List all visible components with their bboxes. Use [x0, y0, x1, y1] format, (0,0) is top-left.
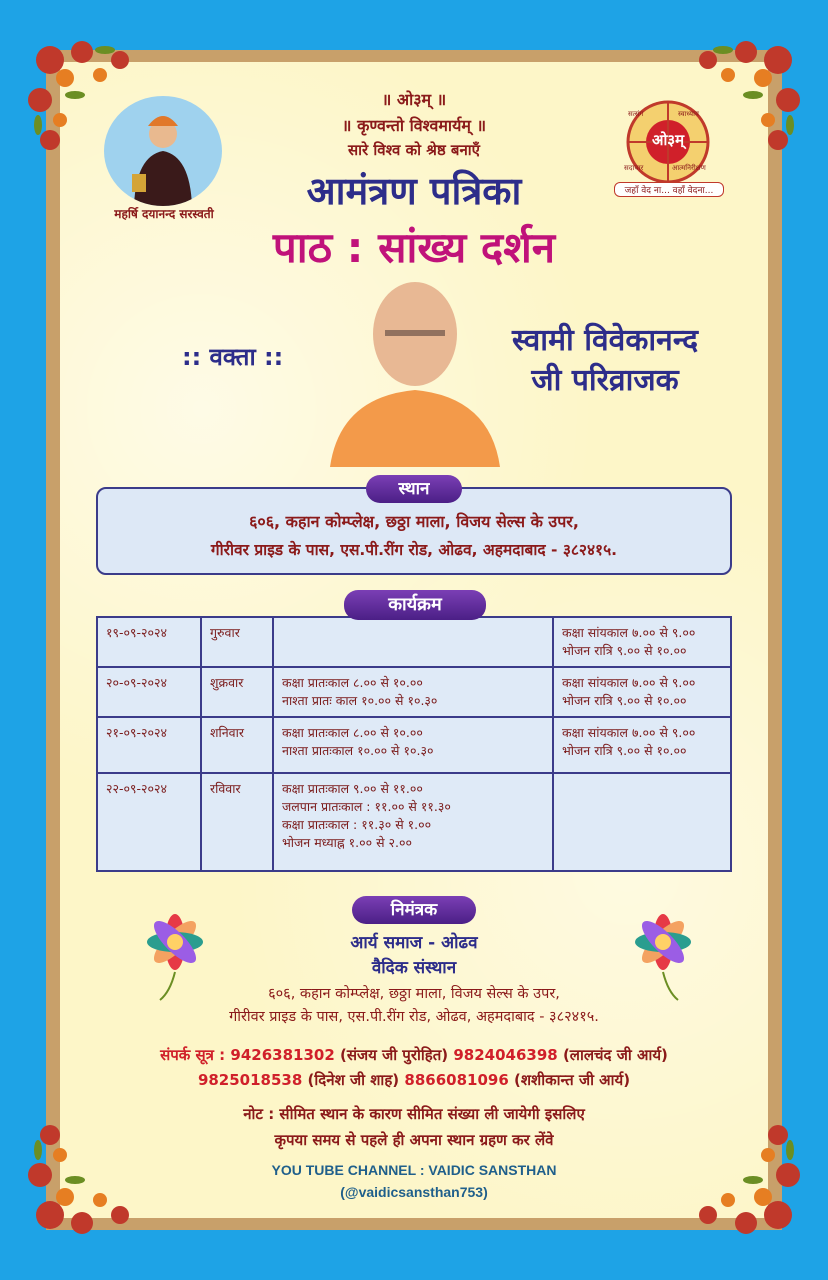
schedule-evening-line: कक्षा सांयकाल ७.०० से ९.०० — [562, 625, 696, 640]
schedule-date: १९-०९-२०२४ — [97, 617, 201, 667]
schedule-morning — [273, 717, 553, 773]
schedule-morning-line: कक्षा प्रातःकाल ८.०० से १०.०० — [282, 675, 423, 690]
speaker-label: :: वक्ता :: — [182, 343, 284, 371]
schedule-morning-line: कक्षा प्रातःकाल ९.०० से ११.०० — [282, 781, 423, 796]
logo-om-text: ओ३म् — [651, 131, 685, 149]
schedule-day: शुक्रवार — [201, 667, 273, 717]
logo-ring-top-right: स्वाध्याय — [678, 110, 699, 118]
contact-name: (दिनेश जी शाह) — [307, 1071, 400, 1089]
schedule-day: रविवार — [201, 773, 273, 871]
page-title: आमंत्रण पत्रिका — [306, 169, 522, 213]
schedule-evening-line: कक्षा सांयकाल ७.०० से ९.०० — [562, 725, 696, 740]
logo-ring-bottom-left: सदाचार — [624, 164, 644, 172]
logo-ring-top-left: सत्संग — [628, 110, 644, 118]
motto-hindi: सारे विश्व को श्रेष्ठ बनाएँ — [348, 141, 480, 159]
host-addr1: ६०६, कहान कोम्प्लेक्ष, छठ्ठा माला, विजय सेल्स के उपर, — [268, 986, 560, 1002]
contact-name: (संजय जी पुरोहित) — [340, 1046, 449, 1064]
motto: ॥ कृण्वन्तो विश्वमार्यम् ॥ — [341, 116, 487, 135]
contact-phone[interactable]: 8866081096 — [404, 1071, 509, 1089]
schedule-day: शनिवार — [201, 717, 273, 773]
schedule-morning-line: नाश्ता प्रातः काल १०.०० से १०.३० — [282, 693, 438, 708]
table-row — [97, 717, 731, 773]
schedule-evening — [553, 717, 731, 773]
schedule-morning-line: कक्षा प्रातःकाल ८.०० से १०.०० — [282, 725, 423, 740]
contact-phone[interactable]: 9824046398 — [453, 1046, 558, 1064]
contact-phone[interactable]: 9825018538 — [197, 1071, 303, 1089]
schedule-evening — [553, 773, 731, 871]
schedule-morning — [273, 773, 553, 871]
venue-line1: ६०६, कहान कोम्प्लेक्ष, छठ्ठा माला, विजय सेल्स के उपर, — [249, 512, 579, 531]
contact-line1 — [0, 1045, 828, 1065]
schedule-table — [96, 616, 732, 872]
schedule-evening-line: भोजन रात्रि ९.०० से १०.०० — [562, 693, 687, 708]
schedule-day: गुरुवार — [201, 617, 273, 667]
contact-name: (शशीकान्त जी आर्य) — [514, 1071, 631, 1089]
schedule-label: कार्यक्रम — [344, 590, 486, 620]
schedule-date: २२-०९-२०२४ — [97, 773, 201, 871]
schedule-evening — [553, 617, 731, 667]
contact-name: (लालचंद जी आर्य) — [562, 1046, 668, 1064]
speaker-name-line2: जी परिव्राजक — [531, 363, 679, 398]
schedule-morning-line: कक्षा प्रातःकाल : ११.३० से १.०० — [282, 817, 432, 832]
table-row — [97, 773, 731, 871]
table-row — [97, 617, 731, 667]
speaker-name-line1: स्वामी विवेकानन्द — [511, 323, 699, 358]
note-line1: नोट : सीमित स्थान के कारण सीमित संख्या ली जायेगी इसलिए — [243, 1105, 585, 1123]
host-org1: आर्य समाज - ओढव — [350, 933, 478, 953]
schedule-evening-line: कक्षा सांयकाल ७.०० से ९.०० — [562, 675, 696, 690]
schedule-evening-line: भोजन रात्रि ९.०० से १०.०० — [562, 643, 687, 658]
om-line: ॥ ओ३म् ॥ — [381, 90, 447, 109]
portrait-caption: महर्षि दयानन्द सरस्वती — [114, 207, 214, 221]
venue-label: स्थान — [366, 475, 462, 503]
host-label: निमंत्रक — [352, 896, 476, 924]
schedule-evening-line: भोजन रात्रि ९.०० से १०.०० — [562, 743, 687, 758]
contact-phone[interactable]: 9426381302 — [230, 1046, 335, 1064]
venue-line2: गीरीवर प्राइड के पास, एस.पी.रींग रोड, ओढव, अहमदाबाद - ३८२४१५. — [210, 541, 618, 559]
schedule-morning — [273, 617, 553, 667]
youtube-channel[interactable]: YOU TUBE CHANNEL : VAIDIC SANSTHAN — [271, 1162, 557, 1178]
contact-line2 — [0, 1070, 828, 1090]
host-addr2: गीरीवर प्राइड के पास, एस.पी.रींग रोड, ओढव, अहमदाबाद - ३८२४१५. — [229, 1009, 599, 1025]
schedule-evening — [553, 667, 731, 717]
schedule-morning-line: भोजन मध्याह्न १.०० से २.०० — [282, 835, 412, 850]
schedule-date: २१-०९-२०२४ — [97, 717, 201, 773]
youtube-handle[interactable]: (@vaidicsansthan753) — [340, 1184, 488, 1200]
schedule-morning-line: जलपान प्रातःकाल : ११.०० से ११.३० — [282, 799, 451, 814]
schedule-morning — [273, 667, 553, 717]
logo-ring-bottom-right: आत्मनिरीक्षण — [672, 164, 706, 172]
logo-banner: जहाँ वेद ना... वहाँ वेदना... — [614, 182, 724, 197]
table-row — [97, 667, 731, 717]
host-org2: वैदिक संस्थान — [371, 958, 457, 978]
schedule-date: २०-०९-२०२४ — [97, 667, 201, 717]
contact-label: संपर्क सूत्र : — [160, 1046, 226, 1064]
note-line2: कृपया समय से पहले ही अपना स्थान ग्रहण कर लेंवे — [274, 1131, 554, 1149]
schedule-morning-line: नाश्ता प्रातःकाल १०.०० से १०.३० — [282, 743, 434, 758]
subject-title: पाठ : सांख्य दर्शन — [272, 223, 556, 272]
